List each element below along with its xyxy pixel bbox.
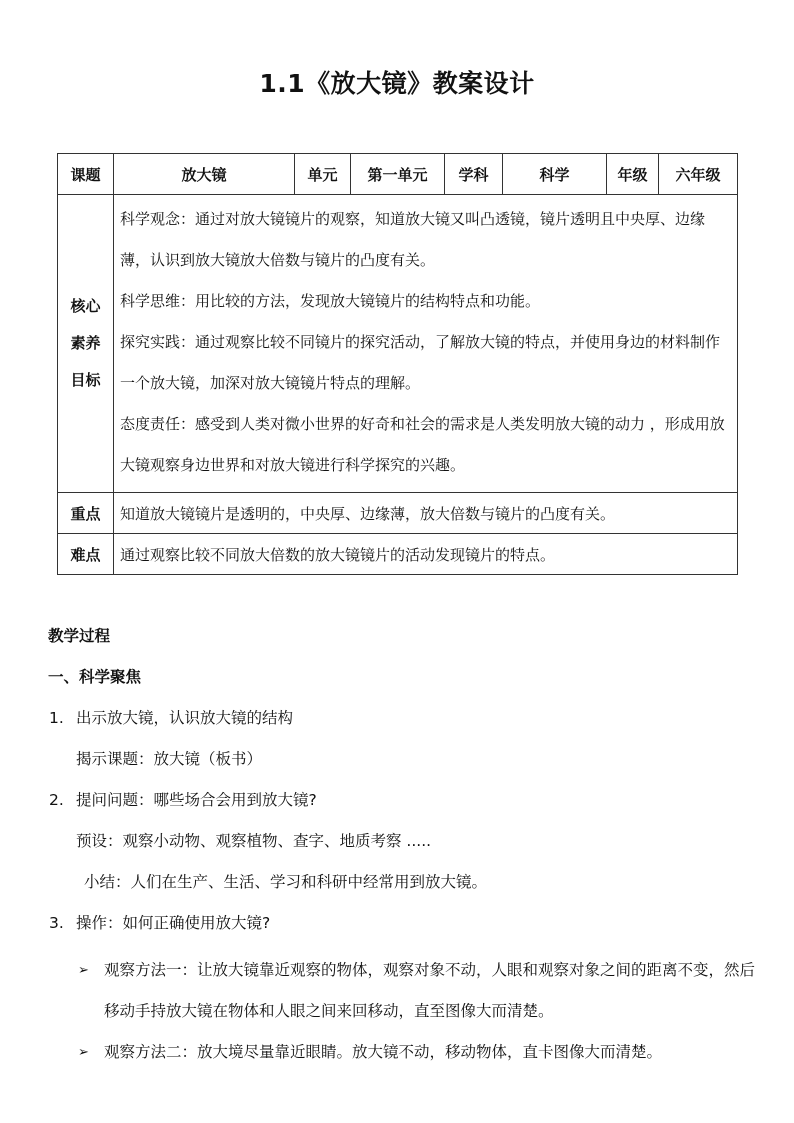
difficulty-label: 难点 [58, 534, 114, 575]
bullet-text: 观察方法二：放大境尽量靠近眼睛。放大镜不动，移动物体，直卡图像大而清楚。 [104, 1043, 663, 1061]
key-point-row [58, 493, 738, 534]
core-goals-row [58, 195, 738, 493]
goal-scientific-thinking: 科学思维：用比较的方法，发现放大镜镜片的结构特点和功能。 [120, 292, 541, 310]
list-subitem [48, 827, 758, 868]
arrow-bullet-icon: ➢ [78, 963, 89, 978]
list-subtext: 揭示课题：放大镜（板书） [76, 750, 263, 768]
bullet-text: 观察方法一：让放大镜靠近观察的物体，观察对象不动，人眼和观察对象之间的距离不变，然后移动手持放大镜在物体和人眼之间来回移动，直至图像大而清楚。 [104, 961, 756, 1020]
lesson-info-table [57, 153, 738, 575]
arrow-bullet-icon: ➢ [78, 1045, 89, 1060]
key-point-label: 重点 [58, 493, 114, 534]
core-goals-label [58, 195, 114, 493]
list-item [48, 909, 758, 950]
process-heading: 教学过程 [48, 627, 111, 645]
core-label-line: 目标 [70, 371, 101, 389]
list-subtext: 预设：观察小动物、观察植物、查字、地质考察 ..... [76, 832, 432, 850]
list-item [48, 704, 758, 745]
list-text: 操作：如何正确使用放大镜? [76, 914, 271, 932]
table-header-row [58, 154, 738, 195]
list-text: 提问问题：哪些场合会用到放大镜? [76, 791, 317, 809]
key-point-value: 知道放大镜镜片是透明的，中央厚、边缘薄，放大倍数与镜片的凸度有关。 [114, 493, 738, 534]
list-subitem [48, 868, 758, 909]
list-subitem [48, 745, 758, 786]
goal-scientific-concept: 科学观念：通过对放大镜镜片的观察，知道放大镜又叫凸透镜，镜片透明且中央厚、边缘薄，认识到放大镜放大倍数与镜片的凸度有关。 [120, 210, 706, 269]
bullet-item [48, 950, 758, 1032]
list-subtext: 小结：人们在生产、生活、学习和科研中经常用到放大镜。 [84, 873, 488, 891]
grade-value: 六年级 [659, 154, 738, 195]
section-science-focus: 一、科学聚焦 [48, 668, 142, 686]
list-item [48, 786, 758, 827]
bullet-item [48, 1032, 758, 1073]
list-text: 出示放大镜，认识放大镜的结构 [76, 709, 294, 727]
core-goals-content [114, 195, 738, 493]
difficulty-value: 通过观察比较不同放大倍数的放大镜镜片的活动发现镜片的特点。 [114, 534, 738, 575]
goal-attitude-responsibility: 态度责任：感受到人类对微小世界的好奇和社会的需求是人类发明放大镜的动力 ，形成用放大镜观察身边世界和对放大镜进行科学探究的兴趣。 [120, 415, 725, 474]
topic-label: 课题 [58, 154, 114, 195]
core-label-line: 核心 [70, 297, 101, 315]
list-number: 3. [49, 914, 64, 932]
subject-label: 学科 [445, 154, 503, 195]
subject-value: 科学 [503, 154, 607, 195]
unit-value: 第一单元 [351, 154, 445, 195]
list-number: 1. [49, 709, 64, 727]
core-label-line: 素养 [70, 334, 101, 352]
list-number: 2. [49, 791, 64, 809]
topic-value: 放大镜 [114, 154, 295, 195]
teaching-process [48, 622, 758, 1073]
document-title: 1.1《放大镜》教案设计 [259, 69, 535, 98]
difficulty-row [58, 534, 738, 575]
grade-label: 年级 [607, 154, 659, 195]
unit-label: 单元 [295, 154, 351, 195]
goal-inquiry-practice: 探究实践：通过观察比较不同镜片的探究活动，了解放大镜的特点，并使用身边的材料制作一个放大镜，加深对放大镜镜片特点的理解。 [120, 333, 721, 392]
